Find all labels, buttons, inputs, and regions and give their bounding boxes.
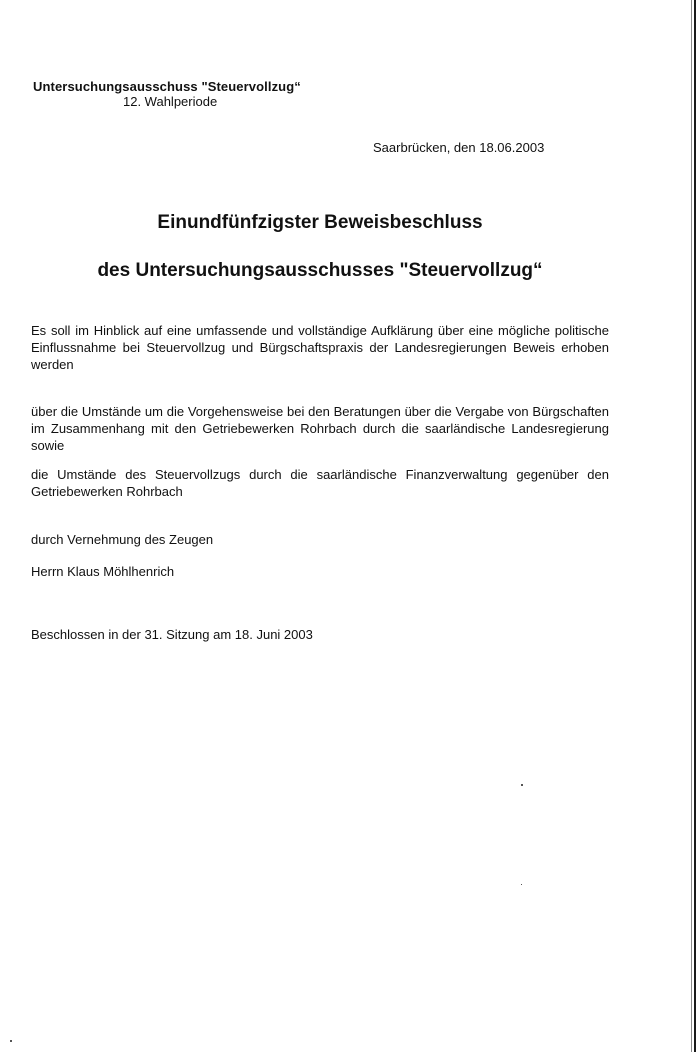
place-and-date: Saarbrücken, den 18.06.2003 <box>373 140 545 155</box>
scan-speck <box>10 1040 12 1042</box>
intro-paragraph: Es soll im Hinblick auf eine umfassende und vollständige Aufklärung über eine mögliche politische Einflussnahme bei Steuervollzug und Bürgschaftspraxis der Landesregierungen Beweis erhoben werden <box>31 323 609 372</box>
topic-paragraph-1: über die Umstände um die Vorgehensweise bei den Beratungen über die Vergabe von Bürgschaften im Zusammenhang mit den Getriebewerken Rohrbach durch die saarländische Landesregierung sowie <box>31 404 609 453</box>
scan-speck <box>521 784 523 786</box>
scan-edge-line-thin <box>691 0 692 1052</box>
method-paragraph: durch Vernehmung des Zeugen <box>31 532 214 547</box>
scan-edge-line <box>694 0 696 1052</box>
document-title: Einundfünfzigster Beweisbeschluss <box>157 212 483 233</box>
resolution-note: Beschlossen in der 31. Sitzung am 18. Juni 2003 <box>31 627 313 642</box>
scan-speck <box>521 884 522 885</box>
committee-name: Untersuchungsausschuss "Steuervollzug“ <box>33 79 301 94</box>
topic-paragraph-2: die Umstände des Steuervollzugs durch die saarländische Finanzverwaltung gegenüber den Getriebewerken Rohrbach <box>31 467 609 499</box>
legislative-period: 12. Wahlperiode <box>123 94 218 109</box>
document-subtitle: des Untersuchungsausschusses "Steuervollzug“ <box>97 260 543 281</box>
witness-name: Herrn Klaus Möhlhenrich <box>31 564 175 579</box>
